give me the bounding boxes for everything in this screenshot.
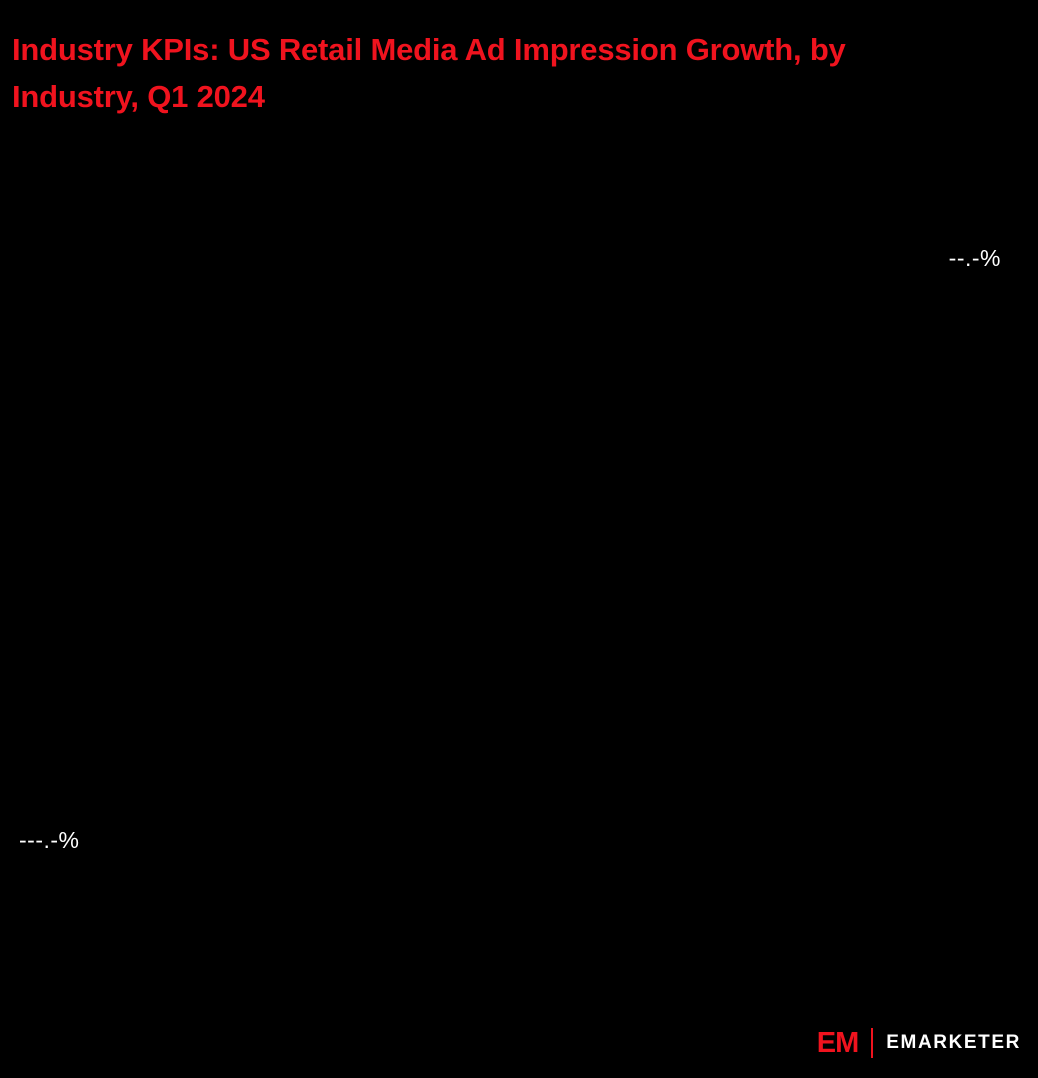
chart-title: Industry KPIs: US Retail Media Ad Impression Growth, by Industry, Q1 2024: [12, 32, 846, 115]
emarketer-wordmark: EMARKETER: [886, 1032, 1021, 1053]
emarketer-logo: [817, 1026, 1021, 1060]
data-label-top-right: --.-%: [948, 245, 1001, 271]
chart-plot-area: [0, 140, 1038, 1008]
logo-divider: [871, 1028, 873, 1058]
chart-footer: [0, 1008, 1038, 1078]
emarketer-mark-icon: EM: [816, 1026, 859, 1059]
data-label-bottom-left: ---.-%: [19, 827, 80, 853]
